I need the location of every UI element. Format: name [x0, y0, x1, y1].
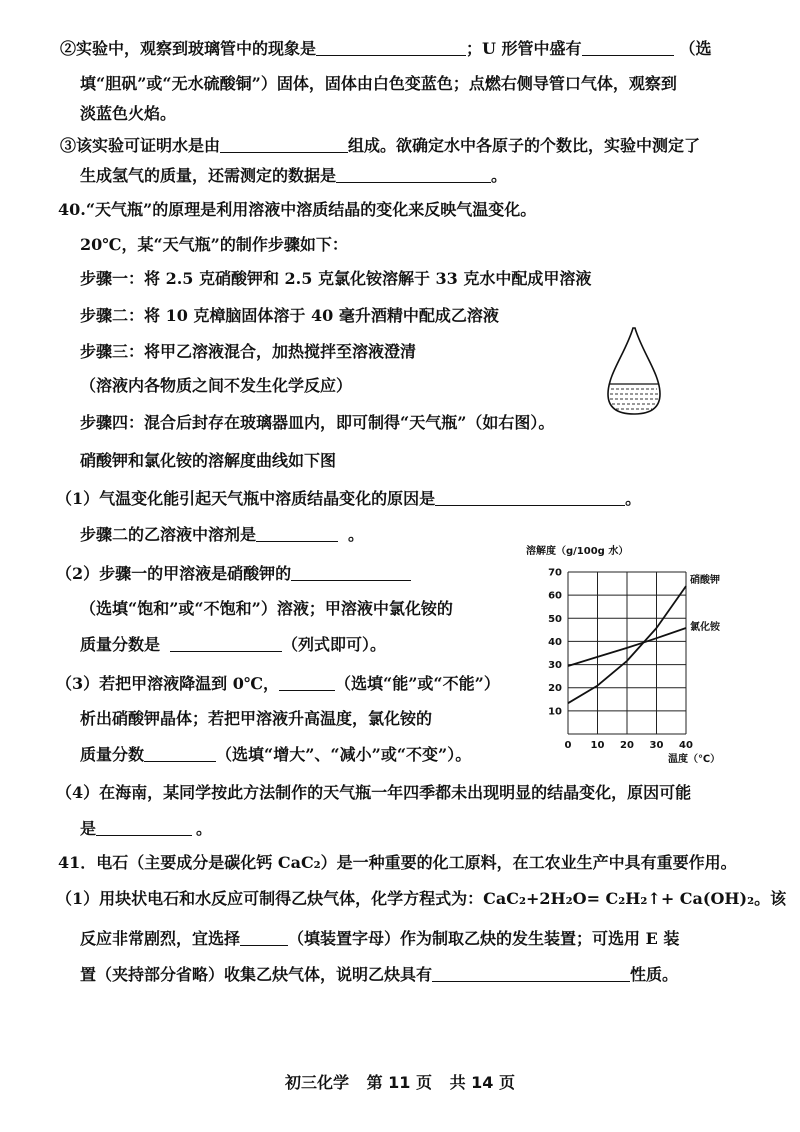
line-5: [80, 165, 507, 187]
step-intro: 20℃，某“天气瓶”的制作步骤如下：: [80, 235, 348, 254]
part-3-c: [80, 744, 471, 766]
chart-xlabel: 温度（℃）: [668, 754, 721, 765]
answer-blank[interactable]: [220, 136, 348, 153]
question-text: （3）若把甲溶液降温到 0℃，: [56, 674, 280, 693]
question-text: 是: [80, 819, 97, 838]
question-text: 组成。欲确定水中各原子的个数比，实验中测定了: [348, 136, 701, 155]
question-text: 性质。: [630, 965, 679, 984]
question-text: （列式即可）。: [282, 635, 387, 654]
answer-blank[interactable]: [316, 39, 466, 56]
step-4: 步骤四：混合后封存在玻璃器皿内，即可制得“天气瓶”（如右图）。: [80, 413, 555, 432]
footer-subject: 初三化学: [284, 1073, 349, 1092]
x-tick-label: 20: [620, 740, 634, 751]
y-tick-label: 50: [548, 613, 562, 625]
answer-blank[interactable]: [240, 929, 288, 946]
answer-blank[interactable]: [256, 525, 338, 542]
step-3: 步骤三：将甲乙溶液混合，加热搅拌至溶液澄清: [80, 342, 417, 361]
question-text: 。: [491, 166, 508, 185]
y-tick-label: 30: [548, 660, 562, 672]
question-text: 质量分数: [80, 745, 145, 764]
chart-grid: [568, 572, 686, 734]
question-text: 生成氢气的质量，还需测定的数据是: [80, 166, 337, 185]
part-4-b: [80, 818, 212, 840]
part-1: [56, 488, 641, 510]
footer-total: 共 14 页: [449, 1073, 515, 1092]
liquid-hatch: [610, 389, 658, 409]
question-text: ②实验中，观察到玻璃管中的现象是: [60, 39, 317, 58]
y-tick-label: 10: [548, 706, 562, 718]
x-tick-label: 30: [649, 740, 664, 751]
answer-blank[interactable]: [432, 965, 630, 982]
answer-blank[interactable]: [582, 39, 674, 56]
question-40-title: 40.“天气瓶”的原理是利用溶液中溶质结晶的变化来反映气温变化。: [58, 200, 537, 219]
answer-blank[interactable]: [291, 564, 411, 581]
question-text: 。: [625, 489, 642, 508]
weather-bottle-figure: [600, 322, 670, 422]
part-3: [56, 673, 500, 695]
question-text: 。: [196, 819, 213, 838]
y-tick-label: 40: [548, 636, 562, 648]
part-2: [56, 563, 411, 585]
q41-part-1-c: [80, 964, 678, 986]
question-text: （1）气温变化能引起天气瓶中溶质结晶变化的原因是: [56, 489, 436, 508]
chart-series: [568, 573, 721, 703]
question-text: 置（夹持部分省略）收集乙炔气体，说明乙炔具有: [80, 965, 433, 984]
answer-blank[interactable]: [336, 166, 491, 183]
q41-part-1: （1）用块状电石和水反应可制得乙炔气体，化学方程式为：CaC₂+2H₂O= C₂H₂↑+ Ca(OH)₂。该: [56, 889, 787, 908]
question-text: （选填“增大”、“减小”或“不变”）。: [216, 745, 472, 764]
question-text: （填装置字母）作为制取乙炔的发生装置；可选用 E 装: [288, 929, 680, 948]
chart-ylabel: 溶解度（g/100g 水）: [526, 546, 629, 557]
answer-blank[interactable]: [170, 635, 282, 652]
line-4: [60, 135, 700, 157]
series-label-2: 氯化铵: [690, 622, 720, 634]
x-tick-label: 40: [679, 740, 693, 751]
step-2: 步骤二：将 10 克樟脑固体溶于 40 毫升酒精中配成乙溶液: [80, 306, 499, 325]
curve-intro: 硝酸钾和氯化铵的溶解度曲线如下图: [80, 451, 337, 470]
y-tick-label: 60: [548, 590, 562, 602]
answer-blank[interactable]: [435, 489, 625, 506]
question-text: （选填“能”或“不能”）: [335, 674, 500, 693]
part-4: （4）在海南，某同学按此方法制作的天气瓶一年四季都未出现明显的结晶变化，原因可能: [56, 783, 692, 802]
answer-blank[interactable]: [279, 674, 335, 691]
question-text: 步骤二的乙溶液中溶剂是: [80, 525, 257, 544]
step-3-note: （溶液内各物质之间不发生化学反应）: [80, 376, 353, 395]
line-1: [60, 38, 712, 60]
q41-part-1-b: [80, 928, 679, 950]
question-text: 质量分数是: [80, 635, 161, 654]
question-text: ；U 形管中盛有: [466, 39, 582, 58]
step-1: 步骤一：将 2.5 克硝酸钾和 2.5 克氯化铵溶解于 33 克水中配成甲溶液: [80, 269, 592, 288]
part-3-b: 析出硝酸钾晶体；若把甲溶液升高温度，氯化铵的: [80, 709, 433, 728]
part-2-b: （选填“饱和”或“不饱和”）溶液；甲溶液中氯化铵的: [80, 599, 453, 618]
bottle-outline: [608, 328, 660, 414]
y-tick-label: 70: [548, 567, 562, 579]
line-2: 填“胆矾”或“无水硫酸铜”）固体，固体由白色变蓝色；点燃右侧导管口气体，观察到: [80, 74, 677, 93]
part-2-c: [80, 634, 386, 656]
answer-blank[interactable]: [96, 819, 192, 836]
line-3: 淡蓝色火焰。: [80, 104, 177, 123]
question-text: （选: [679, 39, 712, 58]
y-tick-label: 20: [548, 683, 562, 695]
question-text: ③该实验可证明水是由: [60, 136, 221, 155]
x-tick-label: 10: [590, 740, 605, 751]
answer-blank[interactable]: [144, 745, 216, 762]
question-text: 反应非常剧烈，宜选择: [80, 929, 241, 948]
page-footer: [0, 1070, 800, 1093]
question-text: （2）步骤一的甲溶液是硝酸钾的: [56, 564, 292, 583]
part-1-b: [80, 524, 364, 546]
series-label-1: 硝酸钾: [690, 575, 720, 587]
question-41-title: 41．电石（主要成分是碳化钙 CaC₂）是一种重要的化工原料，在工农业生产中具有重要作用。: [58, 853, 737, 872]
x-tick-label: 0: [564, 740, 572, 751]
question-text: 。: [348, 525, 365, 544]
solubility-chart: [520, 540, 740, 770]
footer-page: 第 11 页: [366, 1073, 432, 1092]
